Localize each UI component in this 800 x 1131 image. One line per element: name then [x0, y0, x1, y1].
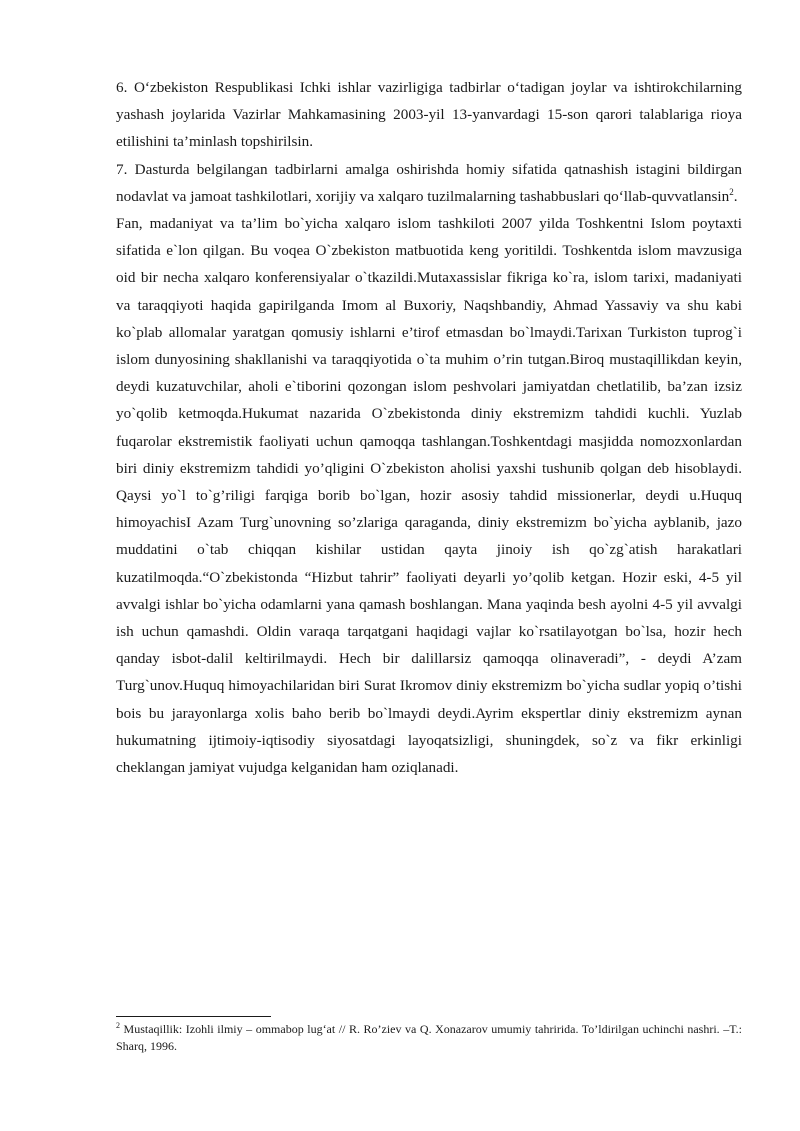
paragraph-item-7: [116, 156, 742, 210]
paragraph-item-6: [116, 74, 742, 156]
paragraph-text: Fan, madaniyat va ta’lim bo`yicha xalqaro islom tashkiloti 2007 yilda Toshkentni Islom poytaxti sifatida e`lon qilgan. Bu voqea O`zbekiston matbuotida keng yoritildi. Toshkentda islom mavzusiga oid bir necha xalqaro konferensiyalar o`tkazildi.Mutaxassislar fikriga ko`ra, islom tarixi, madaniyati va taraqqiyoti haqida gapirilganda Imom al Buxoriy, Naqshbandiy, Ahmad Yassaviy va shu kabi ko`plab allomalar yaratgan qomusiy ishlarni e’tirof etmasdan bo`lmaydi.Tarixan Turkiston tuprog`i islom dunyosining shakllanishi va taraqqiyotida o`ta muhim o’rin tutgan.Biroq mustaqillikdan keyin, deydi kuzatuvchilar, aholi e`tiborini qozongan islom peshvolari jamiyatdan chetlatilib, ba’zan izsiz yo`qolib ketmoqda.Hukumat nazarida O`zbekistonda diniy ekstremizm tahdidi kuchli. Yuzlab fuqarolar ekstremistik faoliyati uchun qamoqqa tashlangan.Toshkentdagi masjidda nomozxonlardan biri diniy ekstremizm tahdidi yo’qligini O`zbekiston aholisi yaxshi tushunib qolgan deb hisoblaydi. Qaysi yo`l to`g’riligi farqiga borib bo`lgan, hozir asosiy tahdid missionerlar, deydi u.Huquq himoyachisI Azam Turg`unovning so’zlariga qaraganda, diniy ekstremizm bo`yicha ayblanib, jazo muddatini o`tab chiqqan kishilar ustidan qayta jinoiy ish qo`zg`atish harakatlari kuzatilmoqda.“O`zbekistonda “Hizbut tahrir” faoliyati deyarli yo’qolib ketgan. Hozir eski, 4-5 yil avvalgi ishlar bo`yicha odamlarni yana qamash boshlangan. Mana yaqinda besh ayolni 4-5 yil avvalgi ish uchun qamashdi. Oldin varaqa tarqatgani haqidagi vajlar ko`rsatilayotgan bo`lsa, hozir hech qanday isbot-dalil keltirilmaydi. Hech bir dalillarsiz qamoqqa olinaveradi”, - deydi A’zam Turg`unov.Huquq himoyachilaridan biri Surat Ikromov diniy ekstremizm bo`yicha sudlar yopiq o’tishi bois bu jarayonlarga xolis baho berib bo`lmaydi deydi.Ayrim ekspertlar diniy ekstremizm aynan hukumatning ijtimoiy-iqtisodiy siyosatdagi layoqatsizligi, shuningdek, so`z va fikr erkinligi cheklangan jamiyat vujudga kelganidan ham oziqlanadi.: [116, 215, 742, 777]
footnote-separator: [116, 1016, 271, 1017]
body-text: [116, 74, 742, 781]
paragraph-text: 7. Dasturda belgilangan tadbirlarni amalga oshirishda homiy sifatida qatnashish istagini bildirgan nodavlat va jamoat tashkilotlari, xorijiy va xalqaro tuzilmalarning tashabbuslari qo‘llab-quvvatlansin: [116, 160, 742, 205]
footnote-mark: 2: [116, 1021, 120, 1030]
paragraph-main: [116, 210, 742, 781]
footnote: [116, 1021, 742, 1055]
footnote-reference[interactable]: 2: [729, 186, 734, 197]
footnote-text: Mustaqillik: Izohli ilmiy – ommabop lug‘at // R. Ro’ziev va Q. Xonazarov umumiy tahririda. To’ldirilgan uchinchi nashri. –T.: Sharq, 1996.: [116, 1022, 742, 1053]
paragraph-text: 6. O‘zbekiston Respublikasi Ichki ishlar vazirligiga tadbirlar o‘tadigan joylar va ishtirokchilarning yashash joylarida Vazirlar Mahkamasining 2003-yil 13-yanvardagi 15-son qarori talablariga rioya etilishini ta’minlash topshirilsin.: [116, 79, 742, 151]
paragraph-tail: .: [733, 187, 738, 205]
